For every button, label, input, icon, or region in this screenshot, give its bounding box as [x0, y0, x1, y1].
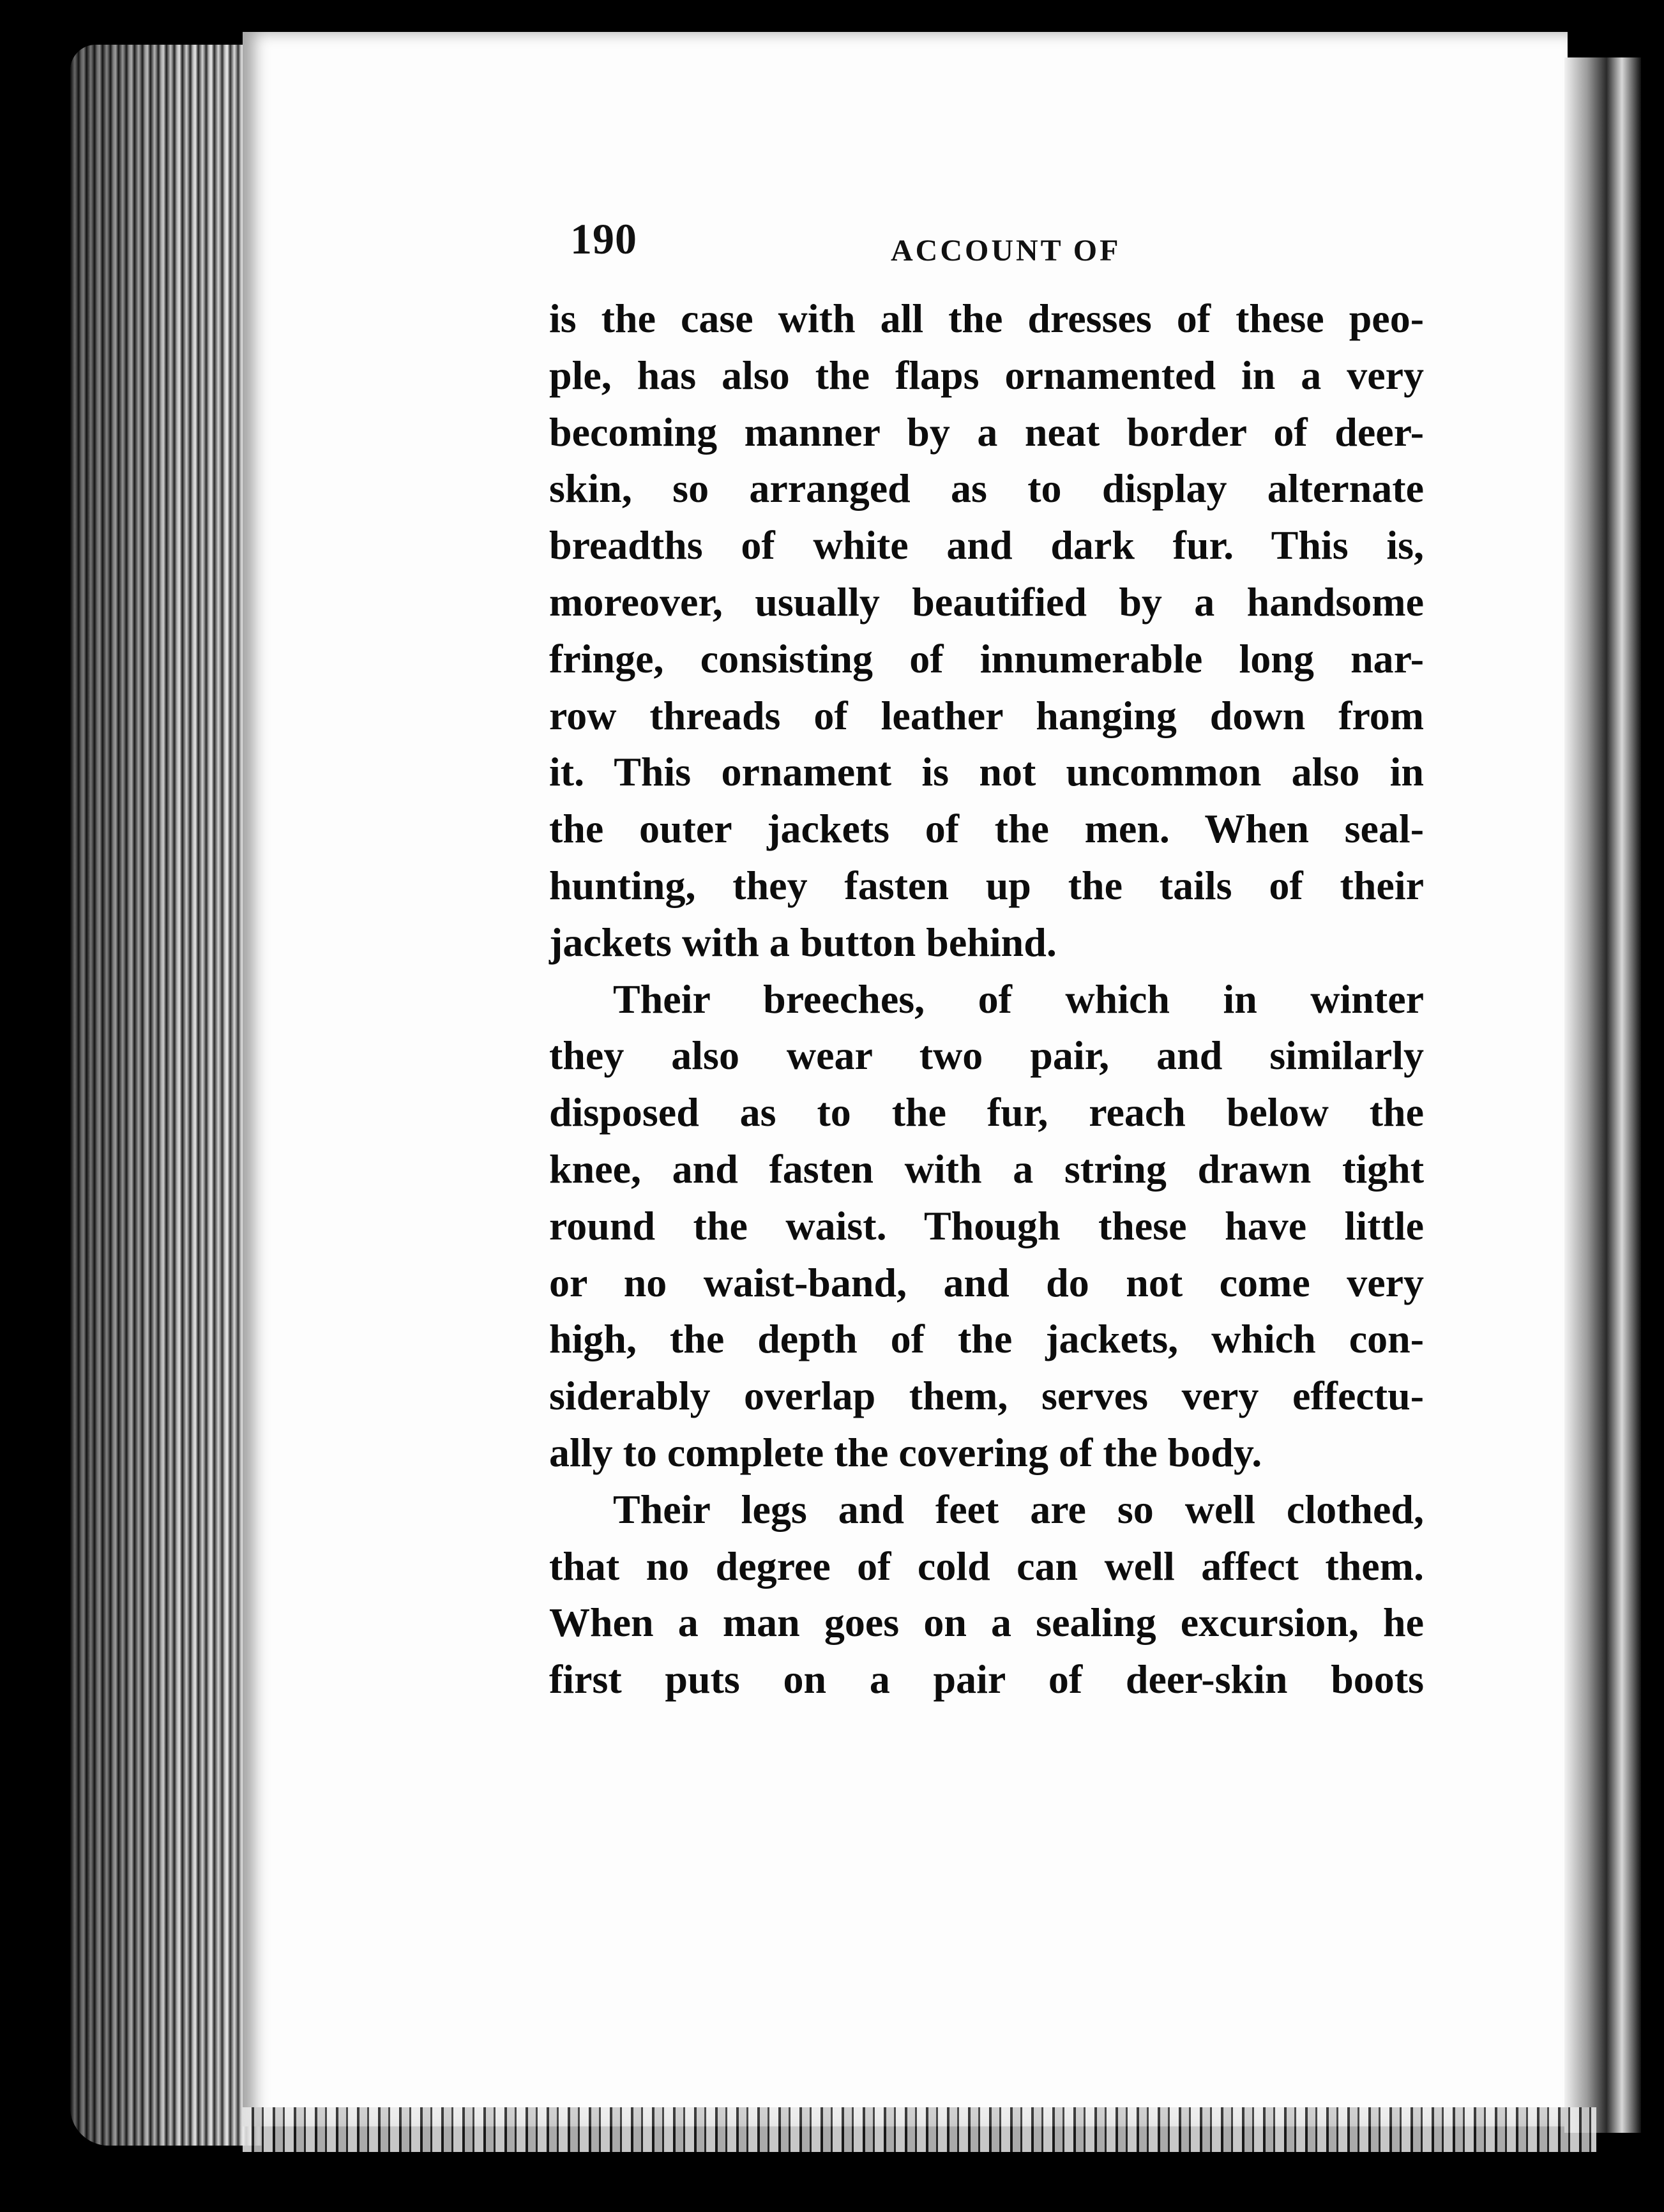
text-line: knee, and fasten with a string drawn tight [549, 1146, 1424, 1192]
text-line: ple, has also the flaps ornamented in a very [549, 352, 1424, 398]
text-line: it. This ornament is not uncommon also in [549, 749, 1424, 795]
paragraph-end-line: ally to complete the covering of the body. [549, 1429, 1262, 1475]
page-bottom-edge [243, 2107, 1596, 2152]
paragraph-start-line: Their legs and feet are so well clothed, [613, 1486, 1424, 1532]
text-line: breadths of white and dark fur. This is, [549, 522, 1424, 568]
running-head: ACCOUNT OF [891, 234, 1121, 268]
text-line: they also wear two pair, and similarly [549, 1033, 1424, 1079]
text-line: skin, so arranged as to display alternate [549, 466, 1424, 511]
text-line: disposed as to the fur, reach below the [549, 1089, 1424, 1135]
paragraph-end-line: jackets with a button behind. [549, 919, 1057, 965]
text-line: first puts on a pair of deer-skin boots [549, 1656, 1424, 1702]
text-line: moreover, usually beautified by a handsome [549, 579, 1424, 625]
text-line: fringe, consisting of innumerable long nar- [549, 635, 1424, 681]
text-line: When a man goes on a sealing excursion, he [549, 1600, 1424, 1646]
paragraph-start-line: Their breeches, of which in winter [613, 976, 1424, 1022]
text-line: siderably overlap them, serves very effectu- [549, 1373, 1424, 1419]
fore-edge-shadow [70, 45, 262, 2146]
text-line: is the case with all the dresses of these peo- [549, 296, 1424, 341]
text-line: that no degree of cold can well affect them. [549, 1543, 1424, 1589]
text-line: round the waist. Though these have little [549, 1202, 1424, 1248]
text-line: hunting, they fasten up the tails of their [549, 862, 1424, 908]
binding-gutter [1564, 57, 1641, 2133]
page-number: 190 [570, 215, 637, 263]
body-text [549, 291, 1424, 1708]
text-line: the outer jackets of the men. When seal- [549, 806, 1424, 852]
text-line: or no waist-band, and do not come very [549, 1259, 1424, 1305]
text-line: becoming manner by a neat border of deer- [549, 409, 1424, 455]
text-line: high, the depth of the jackets, which con- [549, 1316, 1424, 1362]
text-line: row threads of leather hanging down from [549, 692, 1424, 738]
